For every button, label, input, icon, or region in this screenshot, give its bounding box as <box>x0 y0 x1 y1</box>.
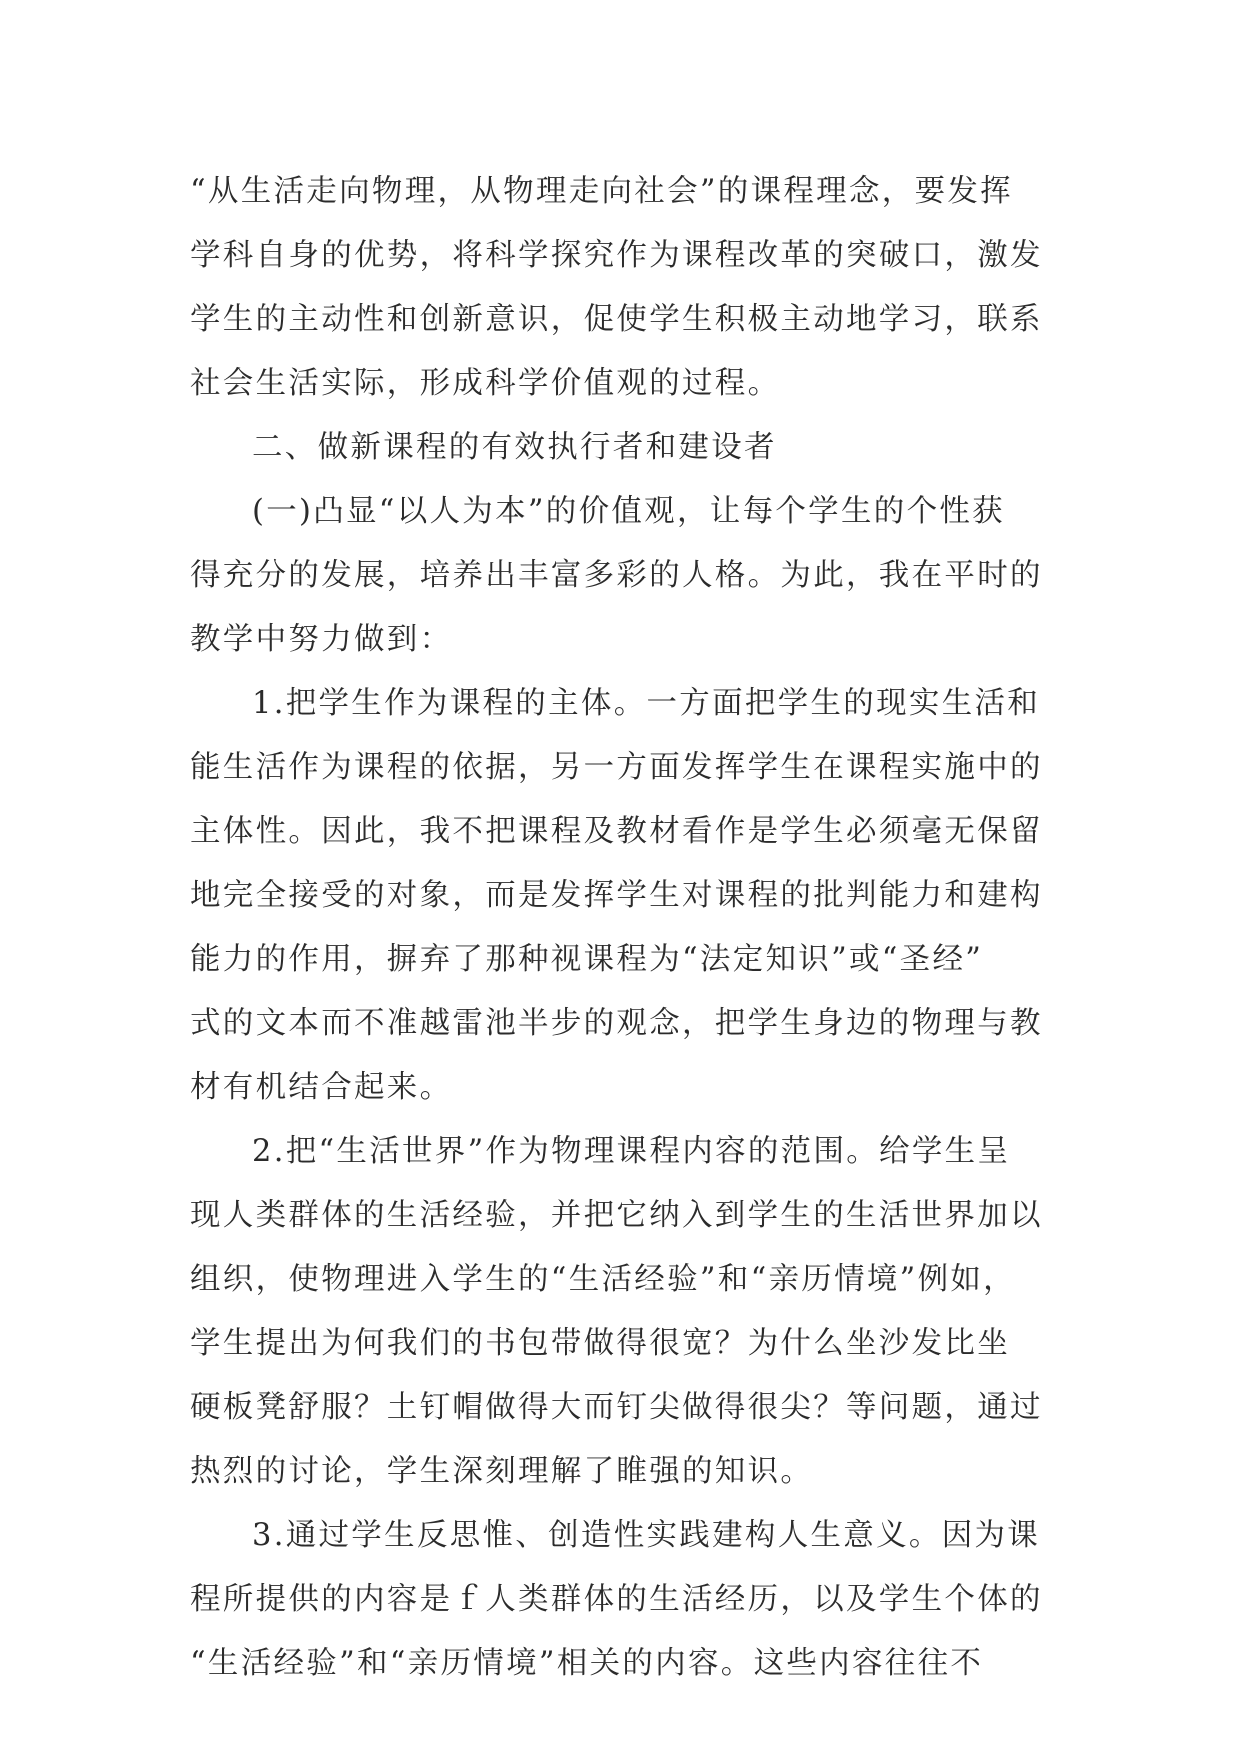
text-line: 学生的主动性和创新意识，促使学生积极主动地学习，联系 <box>190 302 1043 337</box>
text-line: 材有机结合起来。 <box>190 1070 453 1105</box>
numbered-paragraph-start: 2.把“生活世界”作为物理课程内容的范围。给学生呈 <box>252 1134 1011 1169</box>
text-line: 社会生活实际，形成科学价值观的过程。 <box>190 366 781 401</box>
text-line: 得充分的发展，培养出丰富多彩的人格。为此，我在平时的 <box>190 558 1043 593</box>
text-line: 学科自身的优势，将科学探究作为课程改革的突破口，激发 <box>190 238 1043 273</box>
text-line: 主体性。因此，我不把课程及教材看作是学生必须毫无保留 <box>190 814 1043 849</box>
text-line: 能力的作用，摒弃了那种视课程为“法定知识”或“圣经” <box>190 942 984 977</box>
numbered-paragraph-start: 1.把学生作为课程的主体。一方面把学生的现实生活和 <box>252 686 1041 721</box>
text-line: 程所提供的内容是ｆ人类群体的生活经历，以及学生个体的 <box>190 1582 1043 1617</box>
text-line: 式的文本而不准越雷池半步的观念，把学生身边的物理与教 <box>190 1006 1043 1041</box>
text-line: “生活经验”和“亲历情境”相关的内容。这些内容往往不 <box>190 1646 984 1681</box>
text-line: “从生活走向物理，从物理走向社会”的课程理念，要发挥 <box>190 174 1013 209</box>
numbered-paragraph-start: 3.通过学生反思惟、创造性实践建构人生意义。因为课 <box>252 1518 1041 1553</box>
text-line: 能生活作为课程的依据，另一方面发挥学生在课程实施中的 <box>190 750 1043 785</box>
text-line: 热烈的讨论，学生深刻理解了睢强的知识。 <box>190 1454 814 1489</box>
text-line: 地完全接受的对象，而是发挥学生对课程的批判能力和建构 <box>190 878 1043 913</box>
section-heading: 二、做新课程的有效执行者和建设者 <box>252 430 777 465</box>
text-line: 组织，使物理进入学生的“生活经验”和“亲历情境”例如， <box>190 1262 1016 1297</box>
subsection-heading: (一)凸显“以人为本”的价值观，让每个学生的个性获 <box>252 494 1005 529</box>
document-body <box>190 160 1060 1696</box>
text-line: 教学中努力做到： <box>190 622 453 657</box>
text-line: 硬板凳舒服？土钉帽做得大而钉尖做得很尖？等问题，通过 <box>190 1390 1043 1425</box>
text-line: 学生提出为何我们的书包带做得很宽？为什么坐沙发比坐 <box>190 1326 1010 1361</box>
text-line: 现人类群体的生活经验，并把它纳入到学生的生活世界加以 <box>190 1198 1043 1233</box>
